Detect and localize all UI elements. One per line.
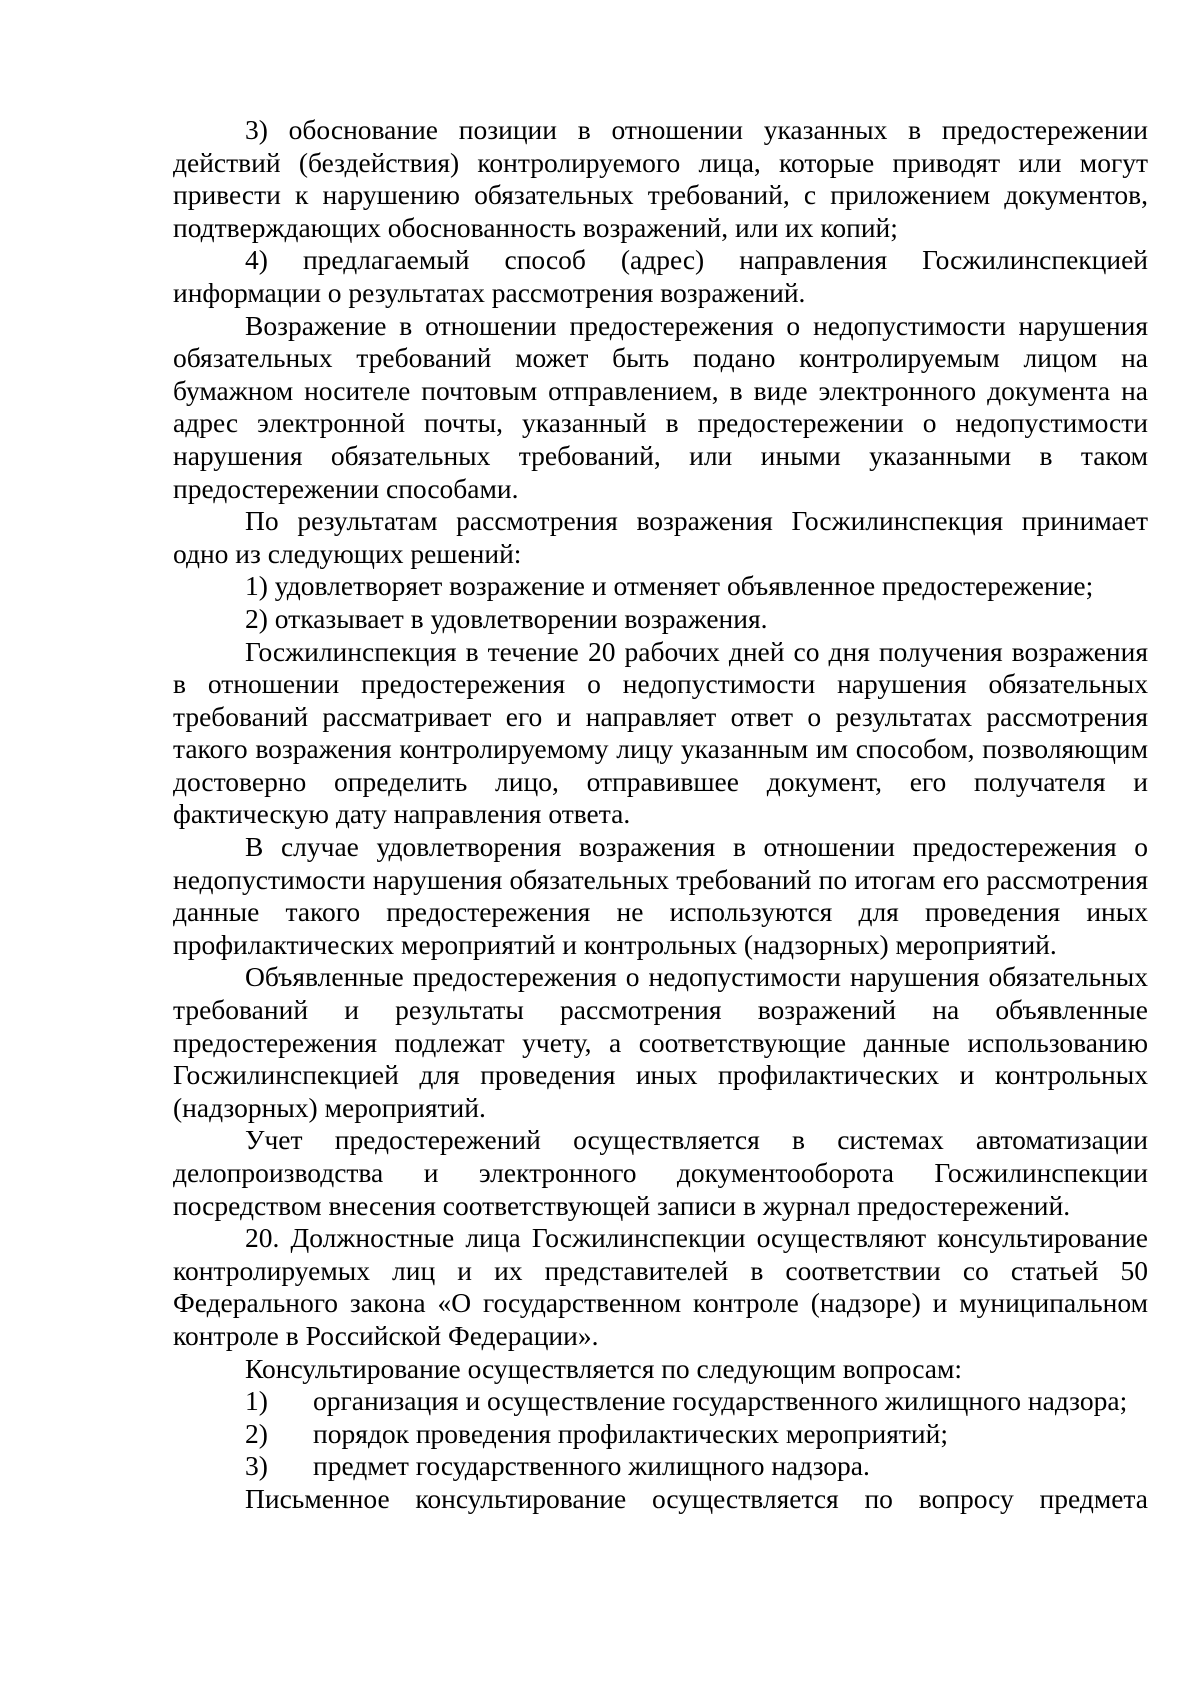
paragraph-response-method: 4) предлагаемый способ (адрес) направления Госжилинспекцией информации о результатах рассмотрения возражений. <box>173 244 1148 308</box>
paragraph-objection-satisfied: В случае удовлетворения возражения в отношении предостережения о недопустимости нарушения обязательных требований по итогам его рассмотрения данные такого предостережения не используются для проведения иных профилактических мероприятий и контрольных (надзорных) мероприятий. <box>173 831 1148 960</box>
list-item-text: организация и осуществление государственного жилищного надзора; <box>313 1385 1128 1417</box>
paragraph-warnings-registry: Учет предостережений осуществляется в системах автоматизации делопроизводства и электронного документооборота Госжилинспекции посредством внесения соответствующей записи в журнал предостережений. <box>173 1124 1148 1221</box>
paragraph-review-results: По результатам рассмотрения возражения Госжилинспекция принимает одно из следующих решений: <box>173 505 1148 569</box>
list-item-number: 3) <box>245 1450 268 1482</box>
paragraph-review-deadline: Госжилинспекция в течение 20 рабочих дней со дня получения возражения в отношении предостережения о недопустимости нарушения обязательных требований рассматривает его и направляет ответ о результатах рассмотрения такого возражения контролируемому лицу указанным им способом, позволяющим достоверно определить лицо, отправившее документ, его получателя и фактическую дату направления ответа. <box>173 635 1148 830</box>
list-item-text: порядок проведения профилактических мероприятий; <box>313 1417 948 1449</box>
paragraph-warnings-accounting: Объявленные предостережения о недопустимости нарушения обязательных требований и результаты рассмотрения возражений на объявленные предостережения подлежат учету, а соответствующие данные использованию Госжилинспекцией для проведения иных профилактических и контрольных (надзорных) мероприятий. <box>173 961 1148 1123</box>
list-item <box>173 1385 1148 1418</box>
list-item-number: 2) <box>245 1417 268 1449</box>
paragraph-written-consulting: Письменное консультирование осуществляется по вопросу предмета <box>245 1482 1148 1514</box>
paragraph-decision-2: 2) отказывает в удовлетворении возражения. <box>245 602 768 634</box>
paragraph-consulting-topics: Консультирование осуществляется по следующим вопросам: <box>245 1352 963 1384</box>
paragraph-decision-1: 1) удовлетворяет возражение и отменяет объявленное предостережение; <box>245 570 1094 602</box>
list-item-number: 1) <box>245 1385 268 1417</box>
list-item <box>173 1450 1148 1483</box>
document-body <box>173 114 1148 1516</box>
list-item-text: предмет государственного жилищного надзора. <box>313 1450 870 1482</box>
paragraph-objection-submission: Возражение в отношении предостережения о недопустимости нарушения обязательных требований может быть подано контролируемым лицом на бумажном носителе почтовым отправлением, в виде электронного документа на адрес электронной почты, указанный в предостережении о недопустимости нарушения обязательных требований, или иными указанными в таком предостережении способами. <box>173 309 1148 504</box>
paragraph-consulting-section-20: 20. Должностные лица Госжилинспекции осуществляют консультирование контролируемых лиц и их представителей в соответствии со статьей 50 Федерального закона «О государственном контроле (надзоре) и муниципальном контроле в Российской Федерации». <box>173 1222 1148 1351</box>
paragraph-objection-justification: 3) обоснование позиции в отношении указанных в предостережении действий (бездействия) контролируемого лица, которые приводят или могут привести к нарушению обязательных требований, с приложением документов, подтверждающих обоснованность возражений, или их копий; <box>173 114 1148 243</box>
list-item <box>173 1418 1148 1451</box>
